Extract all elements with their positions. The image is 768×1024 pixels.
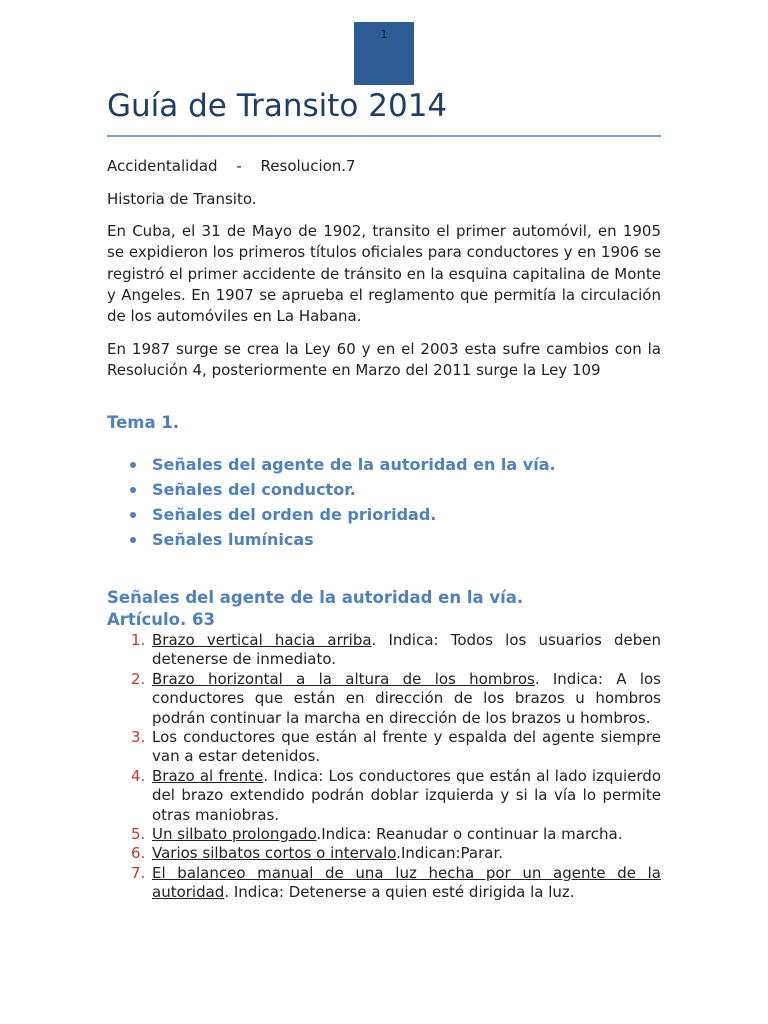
article-number: Artículo. 63 xyxy=(107,610,215,629)
bullet-icon xyxy=(130,537,136,543)
topic-list xyxy=(130,452,556,552)
topic-item-label: Señales del conductor. xyxy=(152,480,356,499)
item-number: 1. xyxy=(131,631,146,649)
title-divider xyxy=(107,135,661,137)
item-text: .Indica: Reanudar o continuar la marcha. xyxy=(316,825,623,844)
document-title: Guía de Transito 2014 xyxy=(107,88,448,124)
item-signal: Brazo vertical hacia arriba xyxy=(152,631,372,649)
meta-separator: - xyxy=(236,157,242,175)
topic-item xyxy=(130,527,556,552)
page-number-box xyxy=(354,22,414,85)
item-number: 3. xyxy=(131,728,146,747)
item-number: 6. xyxy=(131,844,146,863)
topic-item xyxy=(130,477,556,502)
item-text: . Indica: Todos los usuarios deben detenerse de inmediato. xyxy=(152,631,661,669)
item-number: 4. xyxy=(131,766,146,785)
item-signal: Brazo al frente xyxy=(152,766,264,785)
article-item xyxy=(107,767,661,825)
item-signal: Varios silbatos cortos o intervalo xyxy=(152,844,397,863)
page-number: 1 xyxy=(380,28,388,41)
bullet-icon xyxy=(130,462,136,468)
history-paragraph-2: En 1987 surge se crea la Ley 60 y en el 2003 esta sufre cambios con la Resolución 4, posteriormente en Marzo del 2011 surge la Ley 109 xyxy=(107,340,661,380)
item-text: . Indica: Los conductores que están al lado izquierdo del brazo extendido podrán doblar izquierda y si la vía lo permite otras maniobras. xyxy=(152,766,661,824)
topic-item-label: Señales lumínicas xyxy=(152,530,314,549)
topic-item-label: Señales del orden de prioridad. xyxy=(152,505,437,524)
meta-left: Accidentalidad xyxy=(107,157,218,175)
history-heading: Historia de Transito. xyxy=(107,190,257,208)
meta-line xyxy=(107,156,661,177)
topic-item xyxy=(130,502,556,527)
topic-item-label: Señales del agente de la autoridad en la vía. xyxy=(152,455,556,474)
article-item xyxy=(107,864,661,903)
article-item xyxy=(107,670,661,728)
history-paragraph-1: En Cuba, el 31 de Mayo de 1902, transito el primer automóvil, en 1905 se expidieron los primeros títulos oficiales para conductores y en 1906 se registró el primer accidente de tránsito en la esquina capitalina de Monte y Angeles. En 1907 se aprueba el reglamento que permitía la circulación de los automóviles en La Habana. xyxy=(107,222,661,326)
article-item xyxy=(107,631,661,670)
article-item xyxy=(107,844,661,863)
item-number: 7. xyxy=(131,863,146,882)
article-item xyxy=(107,728,661,767)
section-title: Señales del agente de la autoridad en la vía. xyxy=(107,588,524,607)
item-number: 5. xyxy=(131,825,146,844)
topic-item xyxy=(130,452,556,477)
section-heading xyxy=(107,587,523,631)
bullet-icon xyxy=(130,487,136,493)
item-number: 2. xyxy=(131,669,146,688)
item-text: . Indica: Detenerse a quien esté dirigida la luz. xyxy=(224,883,575,902)
item-signal: Un silbato prolongado xyxy=(152,825,317,844)
item-signal: El balanceo manual de una luz hecha por un agente de la autoridad xyxy=(152,863,661,902)
article-list xyxy=(107,631,661,903)
topic-heading: Tema 1. xyxy=(107,413,180,432)
bullet-icon xyxy=(130,512,136,518)
item-signal: Brazo horizontal a la altura de los hombros xyxy=(152,669,535,688)
item-text: .Indican:Parar. xyxy=(396,844,504,863)
item-text: . Indica: A los conductores que están en dirección de los brazos u hombros podrán continuar la marcha en dirección de los brazos u hombros. xyxy=(152,669,662,727)
meta-right: Resolucion.7 xyxy=(260,157,356,175)
item-text: Los conductores que están al frente y espalda del agente siempre van a estar detenidos. xyxy=(152,728,661,766)
article-item xyxy=(107,825,661,844)
